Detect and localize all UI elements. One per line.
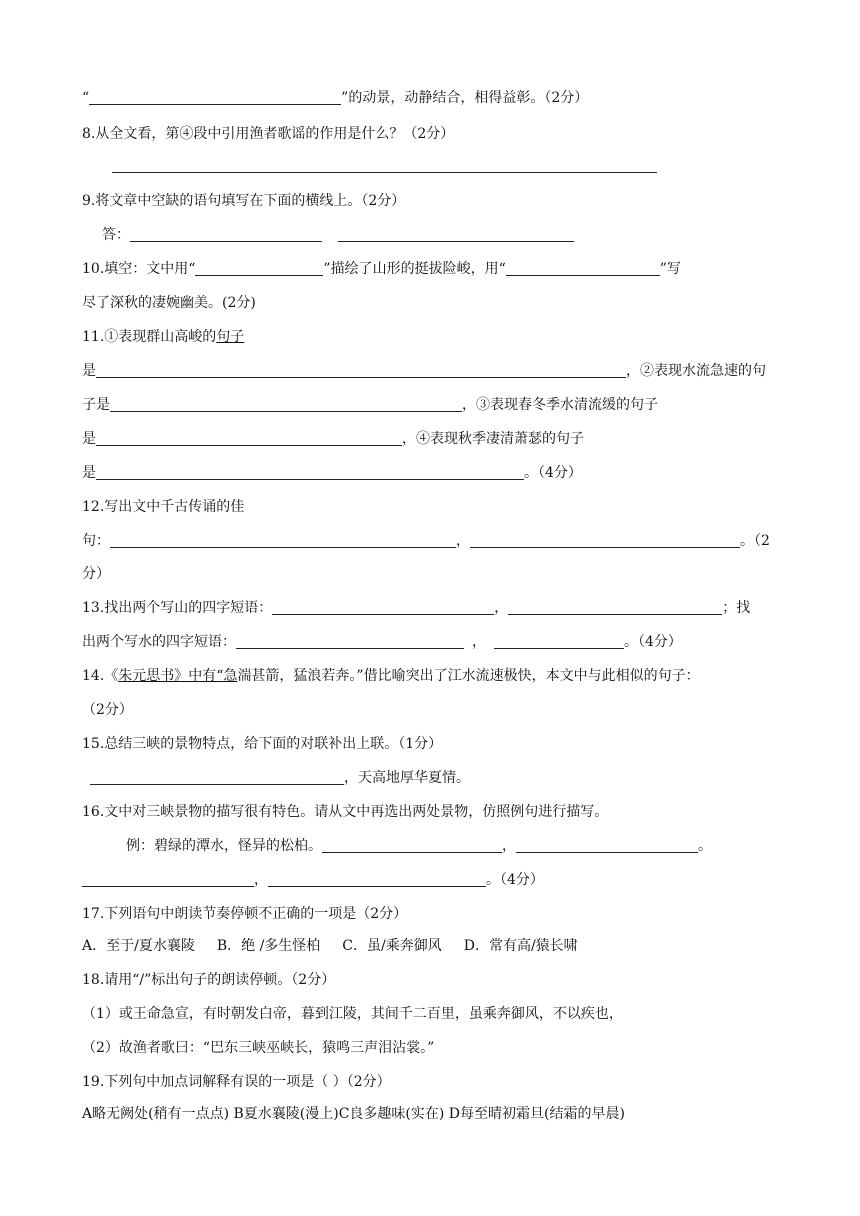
q16-blank-1[interactable]	[322, 838, 502, 853]
q11-line-2: 是 ，②表现水流急速的句	[82, 363, 766, 379]
q11-blank-4[interactable]	[96, 465, 524, 480]
q9-question: 9.将文章中空缺的语句填写在下面的横线上。（2分）	[82, 193, 406, 209]
q13-line-1: 13.找出两个写山的四字短语： ， ；找	[82, 600, 751, 616]
q14-line-2: （2分）	[82, 702, 133, 718]
q16-blank-4[interactable]	[268, 872, 486, 887]
q11-line-4: 是 ，④表现秋季凄清萧瑟的句子	[82, 431, 584, 447]
q19-options: A略无阙处(稍有一点点) B夏水襄陵(漫上)C良多趣味(实在) D每至晴初霜旦(结霜的早晨)	[82, 1106, 625, 1122]
q8-question: 8.从全文看，第④段中引用渔者歌谣的作用是什么？（2分）	[82, 126, 455, 142]
q9-blank-1[interactable]	[130, 227, 322, 242]
q15-blank[interactable]	[90, 770, 344, 785]
q11-line-1: 11.①表现群山高峻的句子	[82, 329, 245, 345]
q10-line-1: 10.填空：文中用“ ”描绘了山形的挺拔险峻，用“ ”写	[82, 261, 681, 277]
q16-blank-3[interactable]	[82, 872, 254, 887]
q8-blank[interactable]	[112, 158, 657, 173]
q10-blank-1[interactable]	[195, 261, 323, 276]
q17-question: 17.下列语句中朗读节奏停顿不正确的一项是（2分）	[82, 906, 408, 922]
q7-blank[interactable]	[89, 90, 341, 105]
q12-line-2: 句： ， 。（2	[82, 533, 770, 549]
q8-answer-line	[82, 156, 784, 176]
q17-option-c[interactable]: C．虽/乘奔御风	[342, 938, 442, 954]
q16-line-3: ， 。（4分）	[82, 870, 784, 890]
q7-line: “ ”的动景，动静结合，相得益彰。（2分）	[82, 90, 589, 106]
q17-option-a[interactable]: A．至于/夏水襄陵	[82, 938, 195, 954]
q16-blank-2[interactable]	[516, 838, 698, 853]
q13-blank-2[interactable]	[508, 600, 722, 615]
q12-blank-2[interactable]	[470, 533, 740, 548]
q19-question: 19.下列句中加点词解释有误的一项是（ ）（2分）	[82, 1074, 391, 1090]
q12-blank-1[interactable]	[110, 533, 456, 548]
q16-line-1: 16.文中对三峡景物的描写很有特色。请从文中再选出两处景物，仿照例句进行描写。	[82, 804, 609, 820]
q11-blank-2[interactable]	[110, 397, 462, 412]
q15-line-2: ，天高地厚华夏情。	[82, 768, 784, 788]
q13-blank-3[interactable]	[236, 634, 464, 649]
q17-option-b[interactable]: B．绝 /多生怪柏	[216, 938, 321, 954]
q13-blank-1[interactable]	[272, 600, 494, 615]
q17-option-d[interactable]: D．常有高/猿长啸	[463, 938, 578, 954]
q18-sentence-2: （2）故渔者歌曰：“巴东三峡巫峡长，猿鸣三声泪沾裳。”	[82, 1040, 435, 1056]
q11-line-3: 子是 ，③表现春冬季水清流缓的句子	[82, 397, 658, 413]
q11-blank-1[interactable]	[96, 363, 626, 378]
q9-answer-line: 答：	[82, 225, 784, 245]
q10-line-2: 尽了深秋的凄婉幽美。(2分)	[82, 295, 256, 311]
q13-line-2: 出两个写水的四字短语： ， 。（4分）	[82, 634, 682, 650]
q11-blank-3[interactable]	[96, 431, 402, 446]
q16-line-2: 例：碧绿的潭水，怪异的松柏。 ， 。	[126, 838, 712, 854]
q10-blank-2[interactable]	[506, 261, 660, 276]
q15-line-1: 15.总结三峡的景物特点，给下面的对联补出上联。（1分）	[82, 736, 443, 752]
q12-line-3: 分）	[82, 566, 110, 582]
q9-blank-2[interactable]	[338, 227, 574, 242]
q14-line-1: 14.《朱元思书》中有“急湍甚箭，猛浪若奔。”借比喻突出了江水流速极快，本文中与此相似的句子：	[82, 668, 700, 684]
q12-line-1: 12.写出文中千古传诵的佳	[82, 499, 245, 515]
q18-sentence-1: （1）或王命急宣，有时朝发白帝，暮到江陵，其间千二百里，虽乘奔御风，不以疾也，	[82, 1006, 623, 1022]
q17-options	[82, 936, 784, 956]
q13-blank-4[interactable]	[494, 634, 624, 649]
q18-question: 18.请用“/”标出句子的朗读停顿。（2分）	[82, 972, 336, 988]
q11-line-5: 是 。（4分）	[82, 465, 582, 481]
